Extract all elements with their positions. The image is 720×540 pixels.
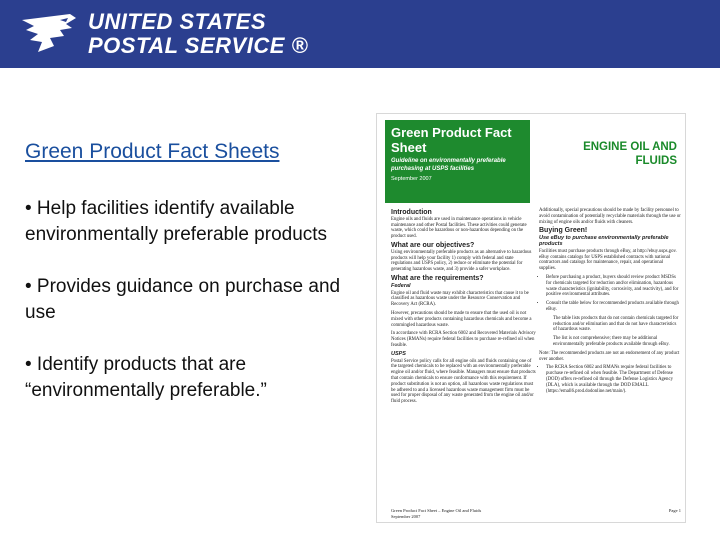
- buying-bullets: [539, 275, 681, 313]
- slide-title-link[interactable]: Green Product Fact Sheets: [25, 140, 280, 163]
- list-item: The list is not comprehensive; there may be additional environmentally preferable products available through eBuy.: [553, 336, 670, 347]
- logo-line-1: UNITED STATES: [88, 9, 267, 34]
- federal-text: In accordance with RCRA Section 6002 and Recovered Materials Advisory Notices (RMANs) require federal facilities to purchase re-refined oil when feasible.: [391, 331, 536, 348]
- bullet-item: • Provides guidance on purchase and use: [25, 276, 341, 323]
- usps-logo[interactable]: [20, 8, 308, 60]
- bullet-item: • Help facilities identify available environmentally preferable products: [25, 198, 328, 245]
- objectives-heading: What are our objectives?: [391, 241, 475, 249]
- intro-text: Engine oils and fluids are used in maintenance operations in vehicle maintenance and other Postal facilities. These activities could generate waste, which could be hazardous or non-hazardous depending on the product used.: [391, 216, 527, 240]
- header-bar: [0, 0, 720, 68]
- list-item: • Before purchasing a product, buyers should review product MSDSs for chemicals targeted for reduction and/or elimination, hazardous waste characteristics (ignitability, corrosivity, and reactivity), and for positive environmental attributes.: [546, 275, 681, 298]
- requirements-heading: What are the requirements?: [391, 274, 484, 282]
- logo-wordmark: [88, 10, 308, 58]
- page-number: Page 1: [668, 508, 681, 513]
- intro-heading: Introduction: [391, 209, 432, 216]
- list-item: • Consult the table below for recommended products available through eBuy.: [546, 301, 681, 313]
- fact-sheet-document: [376, 113, 686, 523]
- usps-text: Postal Service policy calls for all engine oils and fluids containing one of the targeted chemicals to be replaced with an environmentally preferable engine oil and/or fluid, where feasible. Managers must ensure that products that contain chemicals to ensure conformance with this requirement. If product substitution is not an option, all hazardous waste regulations must be adhered to and a licensed hazardous waste management firm must be used for proper disposal of any waste generated from the engine oil and/or fluid process.: [391, 358, 536, 405]
- fact-sheet-header-date: September 2007: [391, 176, 432, 182]
- footer-date: September 2007: [391, 513, 421, 519]
- bullet-list: [25, 196, 355, 430]
- sub-list: [539, 316, 681, 348]
- buying-subheading: Use eBuy to purchase environmentally preferable products: [539, 235, 669, 247]
- buying-text: Facilities must purchase products through eBuy, at http://ebuy.usps.gov. eBuy contains catalogs for USPS established contracts with national contractors and catalogs for maintenance, repair, and operational supplies.: [539, 248, 677, 272]
- footer-title: Green Product Fact Sheet – Engine Oil and Fluids: [391, 508, 482, 513]
- rcra-bullets: [539, 365, 681, 394]
- fact-sheet-header-title: Green Product Fact Sheet: [391, 125, 512, 155]
- bullet-item: • Identify products that are “environmentally preferable.”: [25, 354, 267, 401]
- fact-sheet-header-subtitle: Guideline on environmentally preferable purchasing at USPS facilities: [391, 158, 506, 172]
- list-item: The table lists products that do not contain chemicals targeted for reduction and/or elimination and that do not have characteristics of hazardous waste.: [553, 315, 679, 333]
- fact-sheet-header-box: [385, 120, 530, 203]
- right-intro-text: Additionally, special precautions should be made by facility personnel to avoid contamination of potentially recyclable materials through the use or mixing of engine oils and/or fluids with cleaners.: [539, 208, 681, 225]
- federal-text: Engine oil and fluid waste may exhibit characteristics that cause it to be classified as hazardous waste under the Resource Conservation and Recovery Act (RCRA).: [391, 290, 529, 308]
- eagle-icon: [20, 12, 78, 56]
- note-text: Note: The recommended products are not an endorsement of any product over another.: [539, 350, 680, 362]
- list-item: • The RCRA Section 6002 and RMANs require federal facilities to purchase re-refined oil when feasible. The Department of Defense (DOD) offers re-refined oil through the Defense Logistics Agency (DLA), which is available through the DOD EMALL (https://emall6.prod.dodonline.net/main/).: [546, 365, 681, 394]
- buying-heading: Buying Green!: [539, 227, 588, 235]
- doc-footer: [391, 508, 681, 519]
- doc-right-column: [539, 208, 681, 397]
- fact-sheet-title: ENGINE OIL AND FLUIDS: [583, 141, 677, 167]
- objectives-text: Using environmentally preferable products as an alternative to hazardous products will help your facility 1) comply with federal and state regulations and USPS policy, 2) reduce or eliminate the potential for generating hazardous waste, and 3) provide a safer workplace.: [391, 249, 532, 273]
- federal-text: However, precautions should be made to ensure that the used oil is not mixed with other products containing hazardous chemicals and become a commingled hazardous waste.: [391, 310, 532, 328]
- usps-heading: USPS: [391, 350, 406, 357]
- doc-left-column: [391, 208, 536, 408]
- federal-heading: Federal: [391, 282, 411, 289]
- logo-line-2: POSTAL SERVICE ®: [88, 33, 309, 58]
